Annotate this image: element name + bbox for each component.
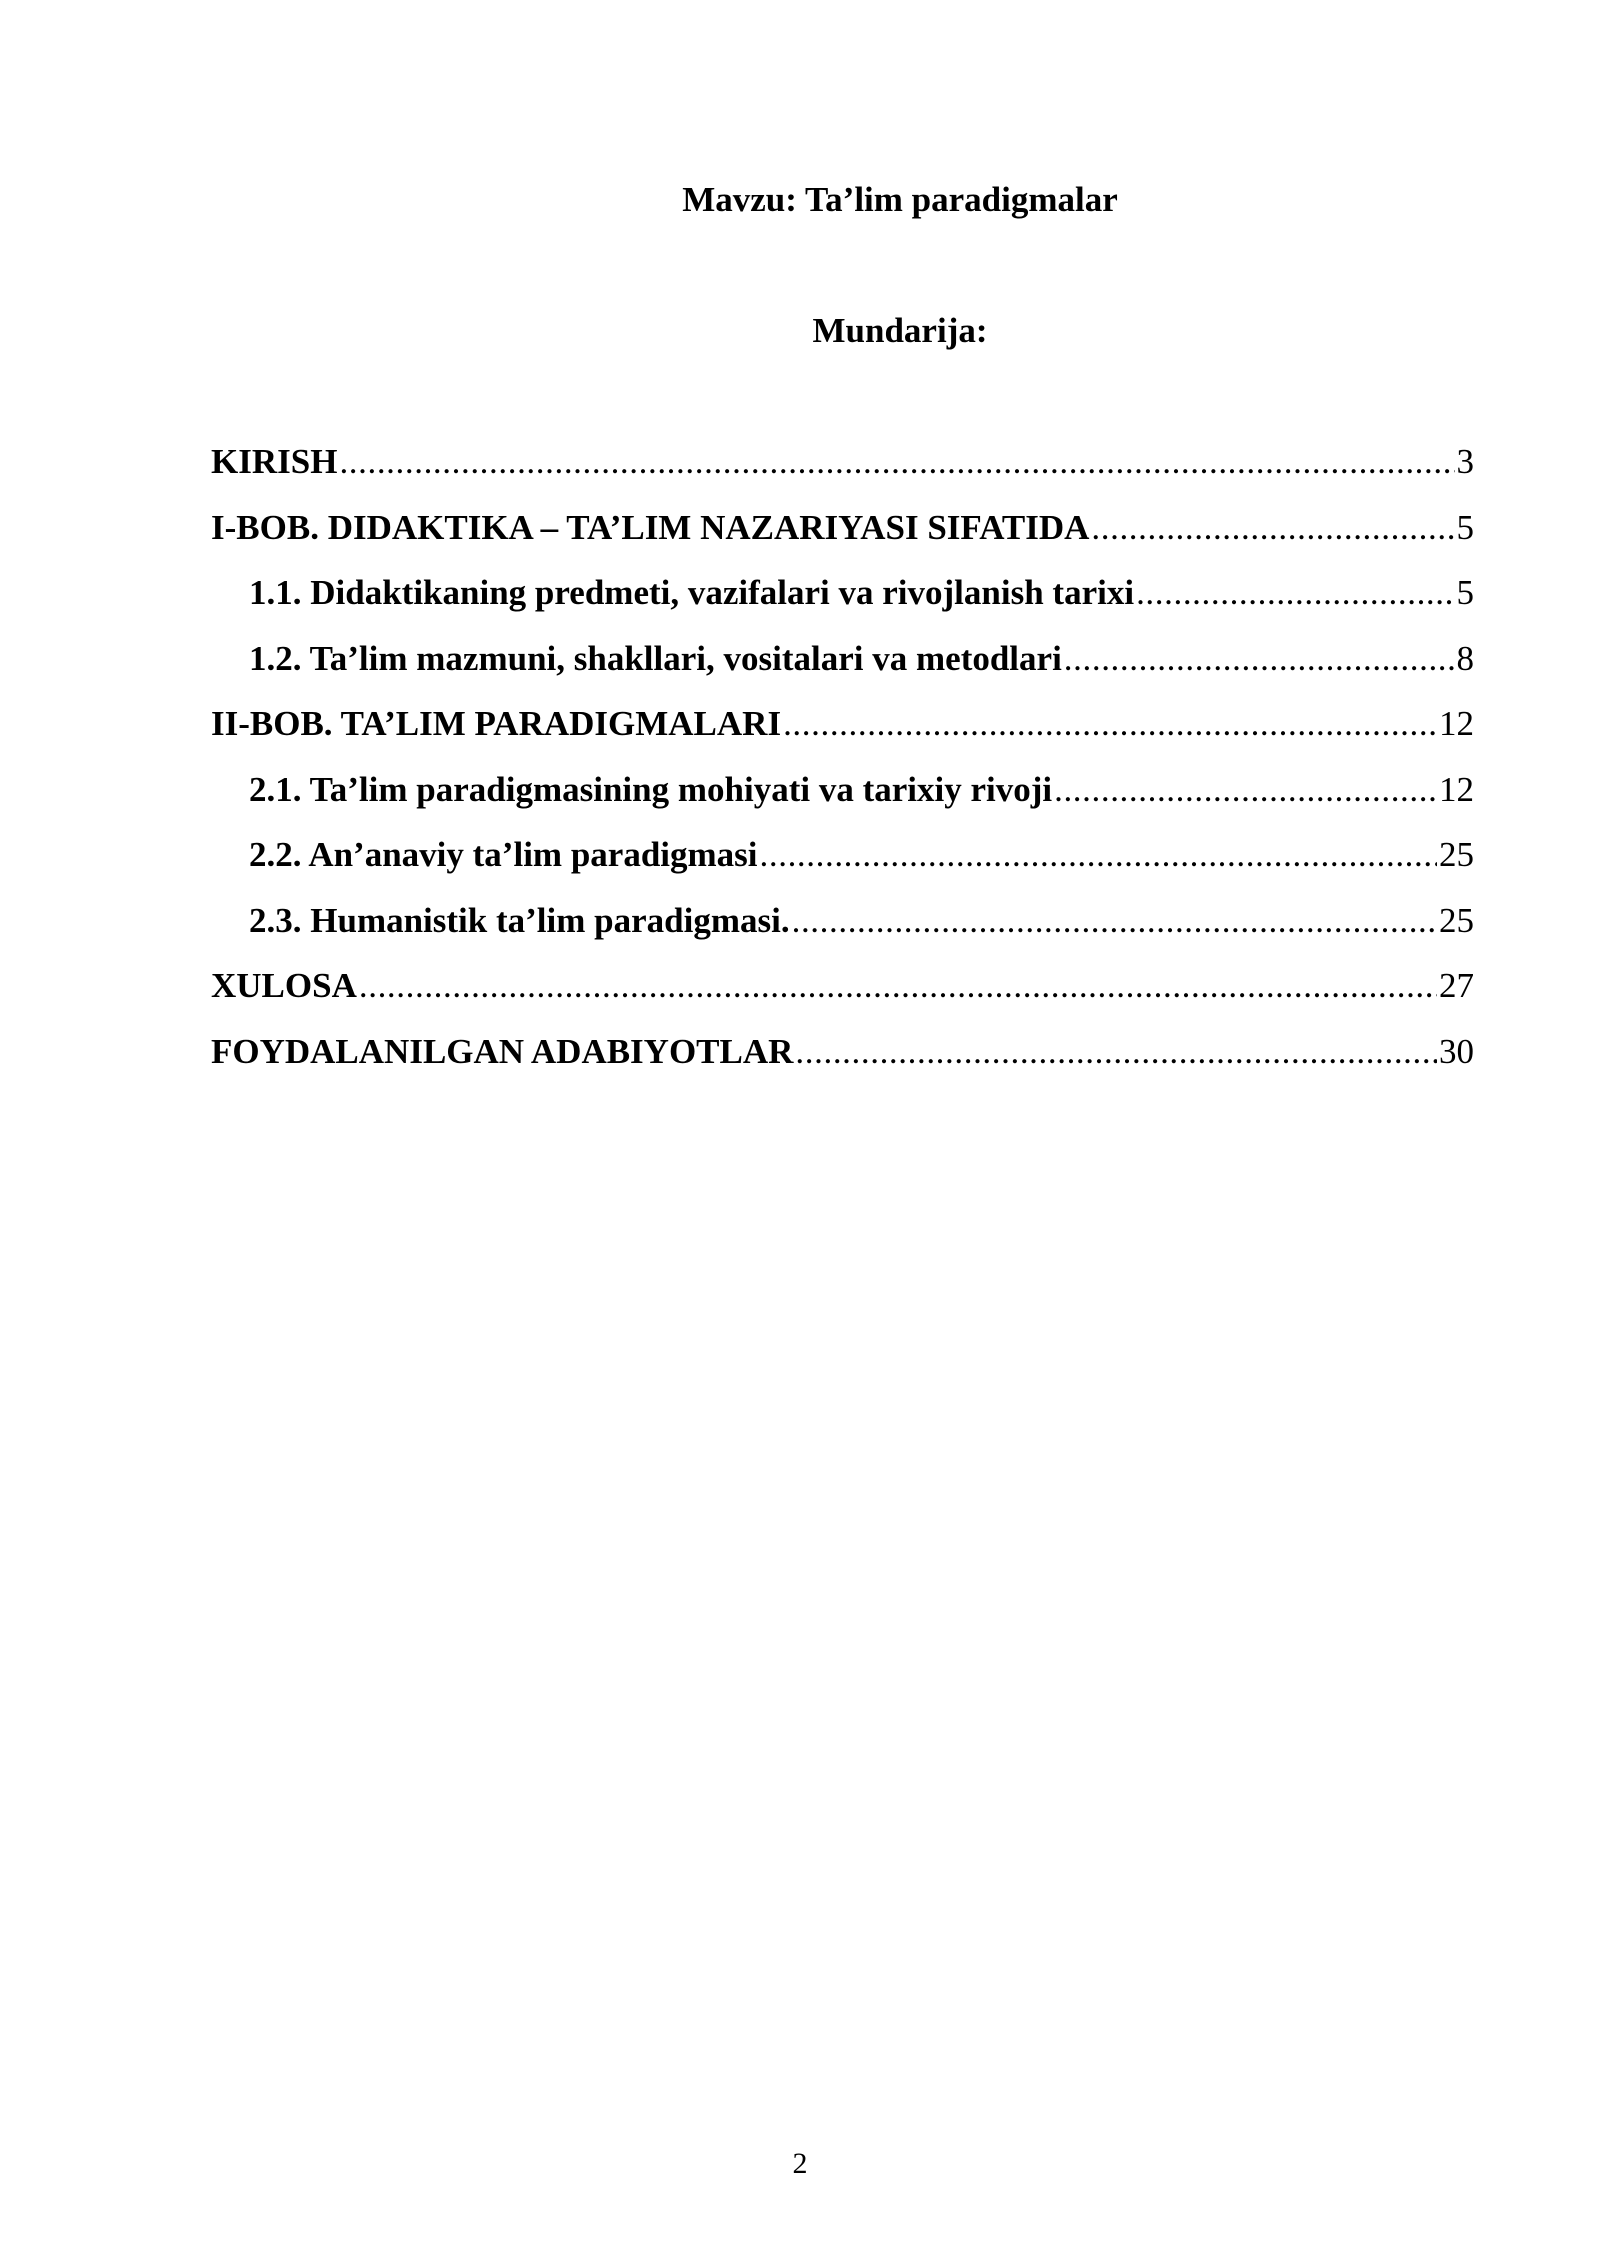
dot-leader	[760, 833, 1437, 877]
toc-heading: Mundarija:	[812, 311, 988, 350]
dot-leader	[1054, 768, 1437, 812]
toc-entry-xulosa[interactable]	[211, 964, 1474, 1030]
toc-entry-section-2-3[interactable]	[211, 899, 1474, 965]
toc-entry-references[interactable]	[211, 1030, 1474, 1096]
toc-entry-title: II-BOB. TA’LIM PARADIGMALARI	[211, 704, 782, 743]
toc-entry-title: 1.1. Didaktikaning predmeti, vazifalari va rivojlanish tarixi	[249, 573, 1135, 612]
toc-entry-section-2-1[interactable]	[211, 768, 1474, 834]
dot-leader	[359, 964, 1437, 1008]
page-number: 2	[792, 2147, 808, 2180]
dot-leader	[795, 1030, 1437, 1074]
toc-entry-title: I-BOB. DIDAKTIKA – TA’LIM NAZARIYASI SIFATIDA	[211, 507, 1090, 547]
toc-entry-chapter-2[interactable]	[211, 702, 1474, 768]
toc-entry-chapter-1[interactable]	[211, 506, 1474, 572]
toc-entry-page: 3	[1456, 442, 1474, 481]
toc-entry-title: 2.2. An’anaviy ta’lim paradigmasi	[249, 835, 758, 874]
toc-entry-title: FOYDALANILGAN ADABIYOTLAR	[211, 1031, 794, 1071]
toc-entry-page: 12	[1439, 769, 1474, 809]
dot-leader	[1091, 506, 1454, 550]
toc-entry-section-1-1[interactable]	[211, 571, 1474, 637]
toc-entry-page: 25	[1439, 835, 1474, 874]
toc-entry-title: 1.2. Ta’lim mazmuni, shakllari, vositalari va metodlari	[249, 638, 1062, 678]
toc-entry-kirish[interactable]	[211, 440, 1474, 506]
table-of-contents	[211, 440, 1474, 1095]
document-topic: Mavzu: Ta’lim paradigmalar	[682, 180, 1118, 219]
dot-leader	[783, 702, 1437, 746]
toc-entry-page: 12	[1439, 704, 1474, 743]
toc-entry-title: KIRISH	[211, 442, 338, 481]
toc-entry-page: 27	[1439, 966, 1474, 1005]
toc-entry-section-1-2[interactable]	[211, 637, 1474, 703]
toc-entry-page: 5	[1456, 507, 1474, 547]
toc-entry-page: 25	[1439, 900, 1474, 940]
toc-entry-section-2-2[interactable]	[211, 833, 1474, 899]
dot-leader	[1064, 637, 1455, 681]
toc-entry-title: XULOSA	[211, 966, 357, 1005]
dot-leader	[339, 440, 1454, 484]
toc-entry-title: 2.1. Ta’lim paradigmasining mohiyati va tarixiy rivoji	[249, 769, 1053, 809]
toc-entry-title: 2.3. Humanistik ta’lim paradigmasi.	[249, 900, 790, 940]
toc-entry-page: 30	[1439, 1031, 1474, 1071]
toc-entry-page: 5	[1456, 573, 1474, 612]
dot-leader	[1136, 571, 1454, 615]
dot-leader	[792, 899, 1437, 943]
toc-entry-page: 8	[1456, 638, 1474, 678]
